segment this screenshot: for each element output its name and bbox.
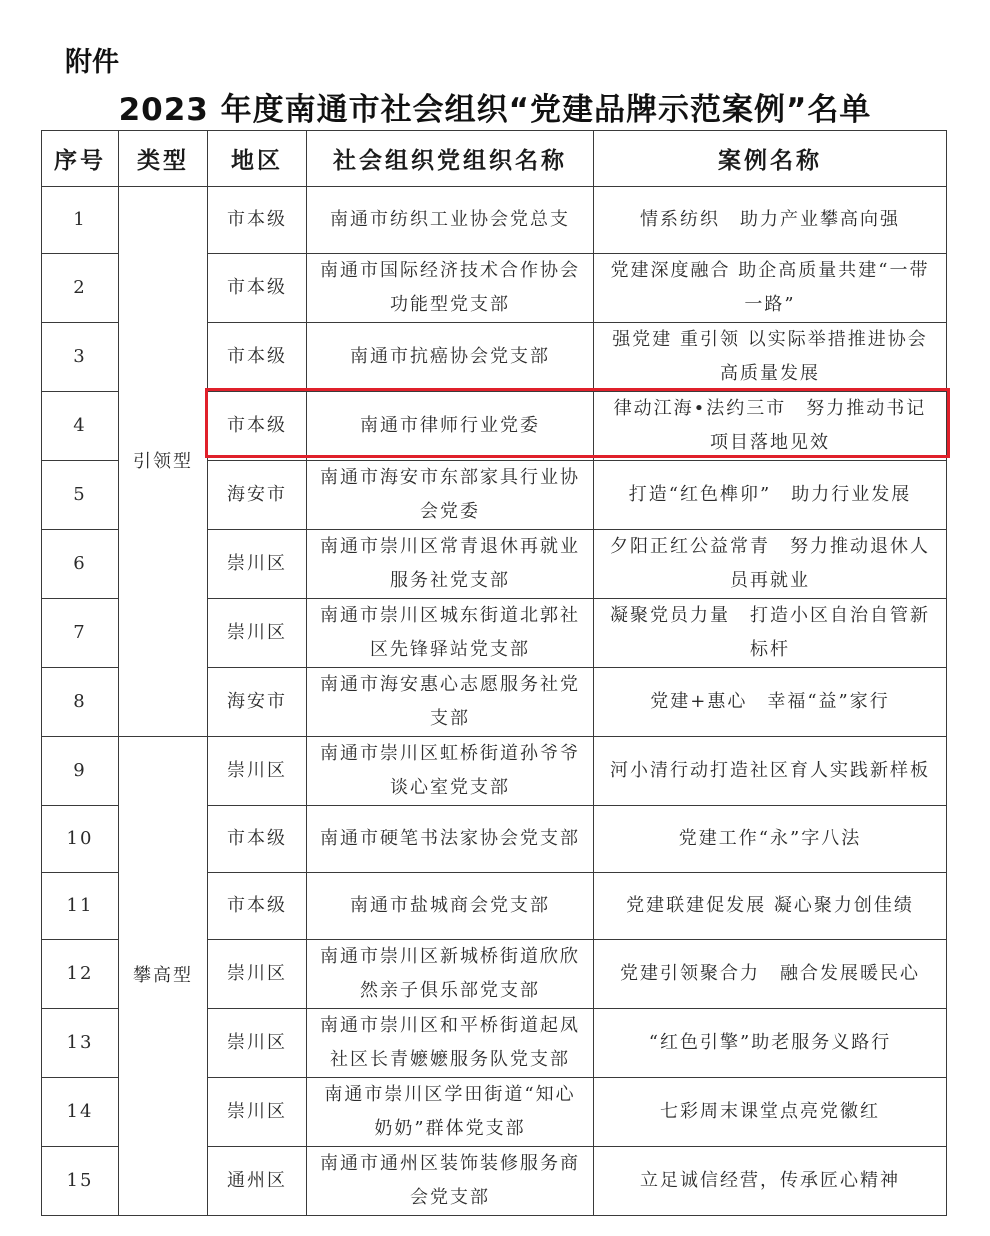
- row-org-name: 南通市崇川区常青退休再就业服务社党支部: [307, 530, 594, 599]
- row-case-name: “红色引擎”助老服务义路行: [594, 1009, 947, 1078]
- row-case-name: 党建引领聚合力 融合发展暖民心: [594, 940, 947, 1009]
- row-org-name: 南通市崇川区虹桥街道孙爷爷谈心室党支部: [307, 737, 594, 806]
- table-row: [42, 187, 947, 254]
- row-case-name: 党建工作“永”字八法: [594, 806, 947, 873]
- document-title: 2023 年度南通市社会组织“党建品牌示范案例”名单: [118, 92, 872, 128]
- row-org-name: 南通市崇川区新城桥街道欣欣然亲子俱乐部党支部: [307, 940, 594, 1009]
- row-org-name: 南通市崇川区学田街道“知心奶奶”群体党支部: [307, 1078, 594, 1147]
- row-case-name: 强党建 重引领 以实际举措推进协会高质量发展: [594, 323, 947, 392]
- row-region: 市本级: [208, 187, 307, 254]
- row-number: 13: [42, 1009, 119, 1078]
- row-number: 15: [42, 1147, 119, 1216]
- column-header-case-name: 案例名称: [594, 131, 947, 187]
- row-case-name: 凝聚党员力量 打造小区自治自管新标杆: [594, 599, 947, 668]
- row-number: 9: [42, 737, 119, 806]
- group-type-cell: 攀高型: [119, 737, 208, 1216]
- row-region: 崇川区: [208, 737, 307, 806]
- group-type-cell: 引领型: [119, 187, 208, 737]
- row-region: 市本级: [208, 254, 307, 323]
- row-number: 5: [42, 461, 119, 530]
- row-number: 8: [42, 668, 119, 737]
- row-number: 3: [42, 323, 119, 392]
- row-region: 崇川区: [208, 530, 307, 599]
- row-case-name: 党建联建促发展 凝心聚力创佳绩: [594, 873, 947, 940]
- row-region: 海安市: [208, 461, 307, 530]
- row-region: 海安市: [208, 668, 307, 737]
- table-row: [42, 737, 947, 806]
- row-org-name: 南通市崇川区城东街道北郭社区先锋驿站党支部: [307, 599, 594, 668]
- row-region: 通州区: [208, 1147, 307, 1216]
- row-org-name: 南通市律师行业党委: [307, 392, 594, 461]
- row-number: 7: [42, 599, 119, 668]
- row-org-name: 南通市盐城商会党支部: [307, 873, 594, 940]
- column-header-region: 地区: [208, 131, 307, 187]
- row-region: 崇川区: [208, 1078, 307, 1147]
- row-org-name: 南通市国际经济技术合作协会功能型党支部: [307, 254, 594, 323]
- row-region: 崇川区: [208, 1009, 307, 1078]
- row-number: 12: [42, 940, 119, 1009]
- row-number: 1: [42, 187, 119, 254]
- attachment-label: 附件: [65, 47, 119, 78]
- row-region: 市本级: [208, 873, 307, 940]
- row-number: 11: [42, 873, 119, 940]
- row-case-name: 党建深度融合 助企高质量共建“一带一路”: [594, 254, 947, 323]
- row-org-name: 南通市海安市东部家具行业协会党委: [307, 461, 594, 530]
- row-case-name: 河小清行动打造社区育人实践新样板: [594, 737, 947, 806]
- row-case-name: 七彩周末课堂点亮党徽红: [594, 1078, 947, 1147]
- column-header-type: 类型: [119, 131, 208, 187]
- row-number: 6: [42, 530, 119, 599]
- table-header-row: [42, 131, 947, 187]
- row-case-name: 打造“红色榫卯” 助力行业发展: [594, 461, 947, 530]
- row-case-name: 立足诚信经营，传承匠心精神: [594, 1147, 947, 1216]
- row-org-name: 南通市崇川区和平桥街道起凤社区长青嬷嬷服务队党支部: [307, 1009, 594, 1078]
- column-header-number: 序号: [42, 131, 119, 187]
- column-header-org-name: 社会组织党组织名称: [307, 131, 594, 187]
- row-number: 14: [42, 1078, 119, 1147]
- row-region: 市本级: [208, 806, 307, 873]
- row-region: 市本级: [208, 323, 307, 392]
- award-list-table: [41, 130, 947, 1216]
- row-case-name: 党建+惠心 幸福“益”家行: [594, 668, 947, 737]
- row-org-name: 南通市纺织工业协会党总支: [307, 187, 594, 254]
- row-org-name: 南通市通州区装饰装修服务商会党支部: [307, 1147, 594, 1216]
- row-org-name: 南通市海安惠心志愿服务社党支部: [307, 668, 594, 737]
- row-case-name: 夕阳正红公益常青 努力推动退休人员再就业: [594, 530, 947, 599]
- row-case-name: 情系纺织 助力产业攀高向强: [594, 187, 947, 254]
- row-region: 崇川区: [208, 940, 307, 1009]
- row-case-name: 律动江海•法约三市 努力推动书记项目落地见效: [594, 392, 947, 461]
- row-number: 4: [42, 392, 119, 461]
- row-number: 2: [42, 254, 119, 323]
- row-org-name: 南通市硬笔书法家协会党支部: [307, 806, 594, 873]
- row-number: 10: [42, 806, 119, 873]
- row-region: 市本级: [208, 392, 307, 461]
- row-org-name: 南通市抗癌协会党支部: [307, 323, 594, 392]
- row-region: 崇川区: [208, 599, 307, 668]
